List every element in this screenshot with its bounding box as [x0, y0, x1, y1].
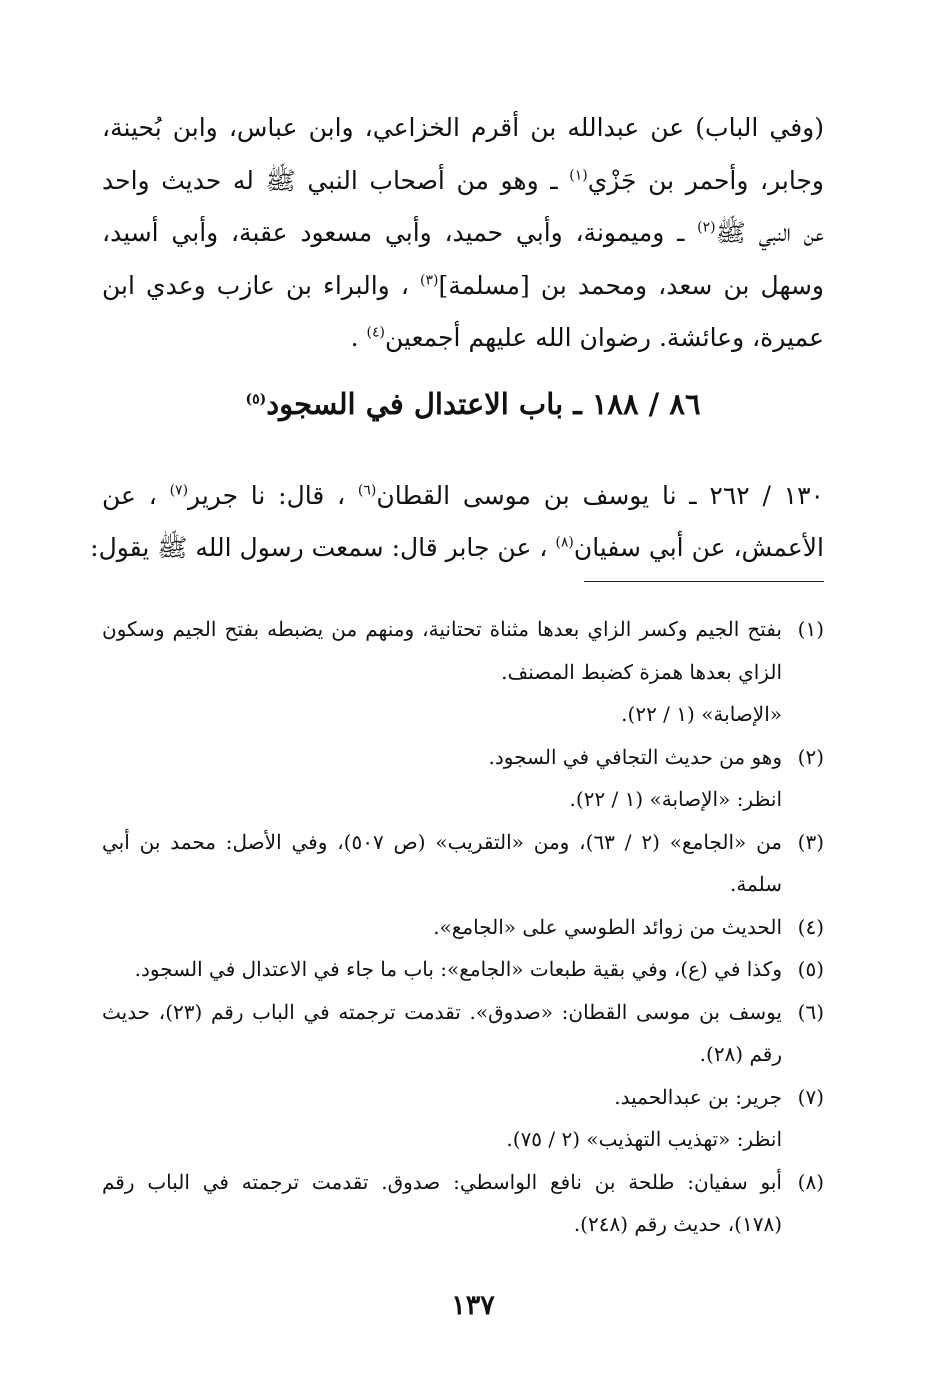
page-number: ١٣٧: [451, 1290, 495, 1321]
footnote-text: الحديث من زوائد الطوسي على «الجامع».: [433, 914, 782, 939]
footnote-number: (٥): [797, 957, 824, 981]
footnote-text: وهو من حديث التجافي في السجود. انظر: «الإصابة» (١ / ٢٢).: [488, 744, 782, 811]
footnote-text: أبو سفيان: طلحة بن نافع الواسطي: صدوق. تقدمت ترجمته في الباب رقم (١٧٨)، حديث رقم (٢٤٨).: [102, 1169, 782, 1236]
footnote-number: (٢): [797, 744, 824, 769]
footnote-ref[interactable]: (٤): [366, 324, 386, 341]
text-line: الأعمش، عن أبي سفيان$^{(٨)}$ ، عن جابر قال: سمعت رسول الله ﷺ يقول:: [90, 533, 824, 562]
footnote: [102, 821, 824, 906]
footnote: [102, 736, 824, 821]
footnote-ref[interactable]: (٣): [419, 272, 439, 289]
footnote: [102, 991, 824, 1076]
chapter-heading: [0, 374, 946, 434]
footnote: [102, 608, 824, 736]
footnote: [102, 1161, 824, 1246]
footnote: [102, 1076, 824, 1161]
text-line: عن النبي ﷺ$^{(٢)}$ ـ وميمونة، وأبي حميد، وأبي مسعود عقبة، وأبي أسيد،: [102, 218, 824, 247]
text-line: ١٣٠ / ٢٦٢ ـ نا يوسف بن موسى القطان$^{(٦)}$ ، قال: نا جرير$^{(٧)}$ ، عن: [102, 481, 824, 510]
footnote-text: جرير: بن عبدالحميد. انظر: «تهذيب التهذيب» (٢ / ٧٥).: [506, 1084, 782, 1151]
footnotes: [102, 608, 824, 1246]
chapter-heading-text: ٨٦ / ١٨٨ ـ باب الاعتدال في السجود: [266, 387, 701, 421]
footnote-text: وكذا في (ع)، وفي بقية طبعات «الجامع»: باب ما جاء في الاعتدال في السجود.: [134, 957, 782, 981]
footnote-text: يوسف بن موسى القطان: «صدوق». تقدمت ترجمته في الباب رقم (٢٣)، حديث رقم (٢٨).: [102, 999, 782, 1066]
footnote: [102, 948, 824, 991]
footnote-ref[interactable]: (٨): [555, 534, 574, 551]
footnote-text: من «الجامع» (٢ / ٦٣)، ومن «التقريب» (ص ٥٠٧)، وفي الأصل: محمد بن أبي سلمة.: [102, 829, 783, 896]
footnote-ref[interactable]: (٦): [357, 482, 377, 499]
footnote-number: (٦): [797, 999, 824, 1024]
footnote-ref[interactable]: (١): [569, 167, 588, 184]
text-line: عميرة، وعائشة. رضوان الله عليهم أجمعين$^{(٤)}$ .: [350, 323, 824, 352]
footnote-ref[interactable]: (٢): [697, 219, 716, 236]
text-line: (وفي الباب) عن عبدالله بن أقرم الخزاعي، وابن عباس، وابن بُحينة،: [102, 113, 825, 142]
hadith-paragraph: [90, 470, 824, 574]
footnote-separator: [584, 581, 824, 582]
footnote-number: (٧): [797, 1084, 824, 1109]
main-paragraph: [102, 102, 824, 365]
footnote-ref[interactable]: (٧): [169, 482, 189, 499]
footnote-ref[interactable]: (٥): [245, 391, 267, 408]
footnote: [102, 906, 824, 949]
footnote-number: (٣): [797, 829, 824, 854]
text-line: وجابر، وأحمر بن جَزْي$^{(١)}$ ـ وهو من أصحاب النبي ﷺ له حديث واحد: [102, 165, 824, 195]
footnote-text: بفتح الجيم وكسر الزاي بعدها مثناة تحتانية، ومنهم من يضبطه بفتح الجيم وسكون الزاي بعدها همزة كضبط المصنف. «الإصابة» (١ / ٢٢).: [102, 617, 782, 726]
text-line: وسهل بن سعد، ومحمد بن [مسلمة]$^{(٣)}$ ، والبراء بن عازب وعدي ابن: [102, 270, 824, 300]
footnote-number: (٤): [797, 914, 824, 939]
footnote-number: (١): [797, 617, 824, 641]
footnote-number: (٨): [797, 1169, 824, 1194]
